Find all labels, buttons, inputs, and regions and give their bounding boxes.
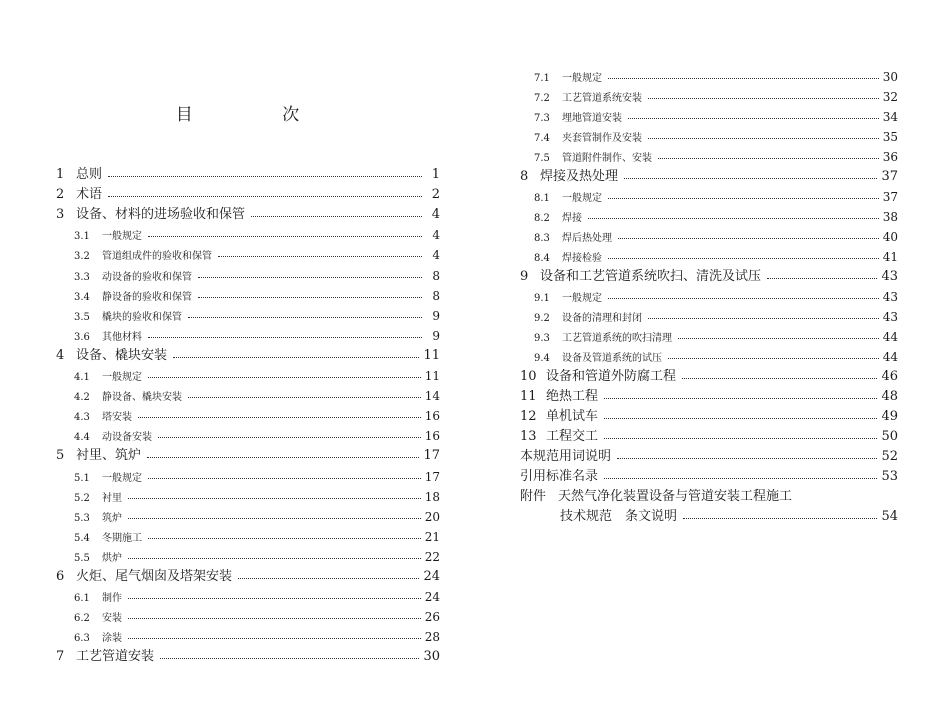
toc-entry-number: 3.3: [74, 271, 90, 283]
toc-entry-number: 4.1: [74, 372, 90, 383]
toc-entry-page-number: 32: [882, 90, 898, 104]
toc-entry-number: 7: [56, 649, 65, 665]
toc-entry-title: 安装: [102, 613, 122, 625]
toc-entry-number: 3: [56, 207, 65, 223]
dot-leader: [624, 178, 877, 179]
toc-entry-page-number: 36: [882, 150, 898, 164]
toc-entry-title: 术语: [76, 187, 103, 203]
dot-leader: [108, 176, 422, 177]
toc-entry[interactable]: [56, 423, 440, 443]
toc-entry[interactable]: [56, 644, 440, 664]
toc-entry-title: 天然气净化装置设备与管道安装工程施工: [558, 489, 793, 504]
toc-entry-number: 8.2: [534, 213, 550, 224]
toc-entry[interactable]: [520, 504, 898, 524]
toc-entry-page-number: 52: [881, 449, 898, 464]
toc-entry[interactable]: [56, 584, 440, 604]
toc-entry-page-number: 8: [432, 288, 440, 303]
toc-entry-title: 设备的清理和封闭: [562, 313, 642, 324]
toc-entry-number: 6.1: [74, 593, 90, 605]
dot-leader: [148, 337, 422, 338]
toc-entry-number: 13: [520, 429, 537, 444]
dot-leader: [128, 518, 421, 519]
toc-entry-page-number: 46: [881, 369, 898, 384]
dot-leader: [148, 377, 421, 378]
dot-leader: [604, 418, 877, 419]
toc-entry-title: 焊接: [562, 213, 582, 224]
toc-entry-page-number: 14: [424, 389, 440, 404]
dot-leader: [678, 338, 879, 339]
toc-entry-number: 1: [56, 167, 65, 182]
dot-leader: [198, 297, 422, 298]
toc-entry-title: 衬里: [102, 492, 122, 504]
toc-entry-number: 4.4: [74, 432, 90, 444]
toc-entry-title: 设备和工艺管道系统吹扫、清洗及试压: [540, 269, 762, 284]
toc-entry-number: 8: [520, 169, 529, 184]
dot-leader: [648, 318, 879, 319]
toc-entry[interactable]: [56, 544, 440, 564]
toc-entry-page-number: 37: [881, 169, 898, 184]
toc-entry-number: 3.6: [74, 331, 90, 343]
toc-entry-page-number: 26: [424, 610, 440, 625]
toc-entry[interactable]: [520, 244, 898, 264]
toc-entry[interactable]: [56, 504, 440, 524]
toc-entry[interactable]: [56, 383, 440, 403]
toc-entry-title: 一般规定: [102, 472, 142, 484]
toc-entry-number: 5: [56, 448, 65, 464]
toc-entry-page-number: 43: [882, 310, 898, 324]
toc-entry-title: 设备及管道系统的试压: [562, 353, 662, 364]
toc-entry-title: 涂装: [102, 633, 122, 645]
toc-entry-number: 5.5: [74, 552, 90, 564]
toc-entry-number: 8.1: [534, 193, 550, 204]
dot-leader: [128, 638, 421, 639]
toc-entry[interactable]: [56, 403, 440, 423]
toc-entry-page-number: 40: [882, 230, 898, 244]
toc-entry-title: 一般规定: [562, 73, 602, 84]
toc-entry-title: 引用标准名录: [520, 469, 599, 484]
toc-entry[interactable]: [56, 564, 440, 584]
toc-entry-number: 9.4: [534, 353, 550, 364]
toc-entry[interactable]: [56, 464, 440, 484]
toc-entry[interactable]: [520, 64, 898, 84]
toc-entry-number: 9.2: [534, 313, 550, 324]
toc-entry-title: 绝热工程: [546, 389, 599, 404]
dot-leader: [198, 277, 422, 278]
toc-entry-title: 筑炉: [102, 512, 122, 524]
toc-entry-page-number: 8: [432, 268, 440, 283]
dot-leader: [658, 158, 879, 159]
toc-entry-number: 6.2: [74, 613, 90, 625]
toc-entry-title: 焊接及热处理: [540, 169, 619, 184]
toc-entry[interactable]: [520, 204, 898, 224]
toc-entry-page-number: 48: [881, 389, 898, 404]
toc-entry-page-number: 4: [431, 207, 440, 223]
toc-entry-page-number: 22: [424, 549, 440, 564]
toc-entry-title: 工艺管道系统的吹扫清理: [562, 333, 672, 344]
toc-entry[interactable]: [520, 144, 898, 164]
toc-entry-number: 6: [56, 569, 65, 584]
toc-entry-title: 设备、橇块安装: [76, 347, 168, 363]
toc-entry[interactable]: [520, 304, 898, 324]
dot-leader: [173, 357, 419, 358]
toc-entry-page-number: 30: [423, 649, 440, 665]
dot-leader: [648, 98, 879, 99]
toc-entry[interactable]: [520, 264, 898, 284]
toc-entry[interactable]: [56, 242, 440, 262]
toc-entry-page-number: 4: [432, 228, 440, 243]
toc-entry-page-number: 43: [882, 290, 898, 304]
toc-entry-number: 7.1: [534, 73, 550, 84]
toc-entry-title: 火炬、尾气烟囱及塔架安装: [76, 569, 233, 584]
toc-entry-number: 8.4: [534, 253, 550, 264]
dot-leader: [188, 317, 422, 318]
dot-leader: [628, 118, 879, 119]
toc-entry-page-number: 54: [881, 509, 898, 524]
toc-entry[interactable]: [520, 444, 898, 464]
toc-entry-number: 5.2: [74, 492, 90, 504]
toc-entry-page-number: 53: [881, 469, 898, 484]
toc-entry[interactable]: [56, 162, 440, 182]
toc-entry-page-number: 38: [882, 210, 898, 224]
toc-entry-title: 衬里、筑炉: [76, 448, 142, 464]
toc-entry[interactable]: [56, 283, 440, 303]
toc-entry-page-number: 37: [882, 190, 898, 204]
toc-entry[interactable]: [520, 344, 898, 364]
dot-leader: [108, 196, 422, 197]
toc-entry-title: 一般规定: [562, 293, 602, 304]
toc-entry[interactable]: [56, 624, 440, 644]
dot-leader: [668, 358, 879, 359]
toc-entry-title: 一般规定: [102, 231, 142, 243]
toc-entry-page-number: 24: [423, 569, 440, 584]
toc-entry-page-number: 43: [881, 269, 898, 284]
dot-leader: [128, 618, 421, 619]
toc-entry[interactable]: [520, 324, 898, 344]
toc-entry-title: 静设备的验收和保管: [102, 291, 192, 303]
toc-entry-title: 管道组成件的验收和保管: [102, 251, 212, 263]
toc-entry-number: 10: [520, 369, 537, 384]
dot-leader: [767, 278, 877, 279]
toc-entry-page-number: 9: [432, 328, 440, 343]
toc-entry[interactable]: [56, 222, 440, 242]
toc-entry-title: 焊后热处理: [562, 233, 612, 244]
toc-entry-title: 冬期施工: [102, 532, 142, 544]
dot-leader: [604, 438, 877, 439]
dot-leader: [148, 478, 421, 479]
toc-entry-number: 2: [56, 187, 65, 203]
toc-entry-number: 4.2: [74, 392, 90, 404]
toc-entry[interactable]: [56, 263, 440, 283]
dot-leader: [148, 538, 421, 539]
toc-entry-page-number: 20: [424, 509, 440, 524]
dot-leader: [588, 218, 879, 219]
toc-entry-page-number: 11: [424, 369, 440, 383]
toc-entry-title: 一般规定: [562, 193, 602, 204]
dot-leader: [604, 398, 877, 399]
toc-entry-title: 总则: [76, 167, 103, 182]
toc-entry-number: 3.4: [74, 291, 90, 303]
toc-entry-title: 设备和管道外防腐工程: [546, 369, 677, 384]
toc-entry-page-number: 2: [431, 187, 440, 203]
dot-leader: [683, 518, 877, 519]
toc-entry-title: 埋地管道安装: [562, 113, 622, 124]
dot-leader: [138, 417, 421, 418]
toc-entry-title: 塔安装: [102, 412, 132, 424]
dot-leader: [128, 498, 421, 499]
dot-leader: [604, 478, 877, 479]
toc-entry-number: 5.3: [74, 512, 90, 524]
toc-entry[interactable]: [520, 404, 898, 424]
toc-entry-title: 本规范用词说明: [520, 449, 612, 464]
dot-leader: [618, 238, 879, 239]
toc-entry-page-number: 17: [424, 469, 440, 484]
toc-entry-title: 橇块的验收和保管: [102, 311, 182, 323]
toc-entry-number: 7.3: [534, 113, 550, 124]
toc-entry-number: 7.2: [534, 93, 550, 104]
toc-entry[interactable]: [56, 343, 440, 363]
toc-entry-page-number: 21: [424, 529, 440, 544]
toc-entry-title: 工艺管道安装: [76, 649, 155, 665]
dot-leader: [188, 397, 421, 398]
toc-entry-number: 7.4: [534, 133, 550, 144]
toc-entry-title: 技术规范 条文说明: [560, 509, 678, 524]
toc-entry-number: 5.1: [74, 472, 90, 484]
toc-entry-number: 12: [520, 409, 537, 424]
toc-entry-number: 8.3: [534, 233, 550, 244]
toc-entry-number: 5.4: [74, 532, 90, 544]
toc-entry[interactable]: [520, 124, 898, 144]
toc-entry-page-number: 49: [881, 409, 898, 424]
toc-entry-number: 4: [56, 347, 65, 363]
toc-entry-number: 3.5: [74, 311, 90, 323]
dot-leader: [251, 216, 422, 217]
toc-entry-number: 7.5: [534, 153, 550, 164]
toc-entry-title: 工艺管道系统安装: [562, 93, 642, 104]
toc-entry-number: 3.2: [74, 251, 90, 263]
toc-entry-page-number: 11: [423, 347, 440, 363]
toc-entry-title: 管道附件制作、安装: [562, 153, 652, 164]
toc-entry-title: 动设备安装: [102, 432, 152, 444]
toc-entry-number: 附件: [520, 489, 547, 504]
dot-leader: [147, 457, 419, 458]
toc-entry-number: 9.3: [534, 333, 550, 344]
toc-entry-page-number: 1: [431, 167, 440, 182]
toc-entry-page-number: 9: [432, 308, 440, 323]
dot-leader: [160, 658, 419, 659]
toc-entry-page-number: 4: [432, 248, 440, 263]
toc-entry-number: 3.1: [74, 231, 90, 243]
page-title: 目 次: [175, 105, 342, 125]
toc-entry-title: 静设备、橇块安装: [102, 392, 182, 404]
toc-entry[interactable]: [520, 424, 898, 444]
toc-entry[interactable]: [520, 464, 898, 484]
toc-entry-title: 烘炉: [102, 552, 122, 564]
dot-leader: [617, 458, 877, 459]
toc-entry[interactable]: [520, 224, 898, 244]
toc-entry-page-number: 16: [424, 429, 440, 444]
toc-entry[interactable]: [56, 604, 440, 624]
toc-entry[interactable]: [520, 364, 898, 384]
toc-entry-page-number: 16: [424, 409, 440, 424]
toc-entry-number: 4.3: [74, 412, 90, 424]
toc-entry-title: 单机试车: [546, 409, 599, 424]
toc-entry-number: 6.3: [74, 633, 90, 645]
toc-entry[interactable]: [56, 182, 440, 202]
toc-entry-page-number: 24: [424, 590, 440, 605]
toc-entry[interactable]: [520, 84, 898, 104]
toc-entry-number: 11: [520, 389, 537, 404]
toc-entry-number: 9: [520, 269, 529, 284]
toc-entry[interactable]: [520, 104, 898, 124]
dot-leader: [128, 558, 421, 559]
dot-leader: [238, 578, 419, 579]
toc-entry-page-number: 50: [881, 429, 898, 444]
toc-entry-title: 设备、材料的进场验收和保管: [76, 207, 246, 223]
toc-entry[interactable]: [520, 164, 898, 184]
toc-entry[interactable]: [56, 363, 440, 383]
dot-leader: [608, 298, 879, 299]
toc-entry-title: 夹套管制作及安装: [562, 133, 642, 144]
toc-entry[interactable]: [520, 184, 898, 204]
toc-entry-page-number: 30: [882, 70, 898, 84]
toc-entry[interactable]: [56, 524, 440, 544]
toc-entry[interactable]: [56, 303, 440, 323]
toc-entry[interactable]: [56, 323, 440, 343]
toc-entry[interactable]: [520, 484, 898, 504]
dot-leader: [218, 256, 422, 257]
toc-entry-title: 一般规定: [102, 372, 142, 383]
dot-leader: [648, 138, 879, 139]
toc-entry-page-number: 17: [423, 448, 440, 464]
toc-entry[interactable]: [520, 284, 898, 304]
toc-entry-title: 焊接检验: [562, 253, 602, 264]
dot-leader: [608, 198, 879, 199]
toc-entry-title: 动设备的验收和保管: [102, 271, 192, 283]
toc-entry[interactable]: [56, 443, 440, 463]
dot-leader: [148, 236, 422, 237]
toc-entry-page-number: 44: [882, 330, 898, 344]
toc-entry[interactable]: [56, 202, 440, 222]
toc-entry-number: 9.1: [534, 293, 550, 304]
dot-leader: [682, 378, 877, 379]
toc-entry-title: 其他材料: [102, 331, 142, 343]
toc-entry-page-number: 41: [882, 250, 898, 264]
dot-leader: [128, 598, 421, 599]
dot-leader: [158, 437, 421, 438]
toc-entry-page-number: 35: [882, 130, 898, 144]
dot-leader: [608, 78, 879, 79]
toc-entry[interactable]: [520, 384, 898, 404]
dot-leader: [608, 258, 879, 259]
toc-entry-page-number: 44: [882, 350, 898, 364]
toc-entry-title: 工程交工: [546, 429, 599, 444]
toc-entry-title: 制作: [102, 593, 122, 605]
toc-entry-page-number: 34: [882, 110, 898, 124]
toc-entry-page-number: 18: [424, 489, 440, 504]
toc-entry[interactable]: [56, 484, 440, 504]
toc-entry-page-number: 28: [424, 630, 440, 645]
